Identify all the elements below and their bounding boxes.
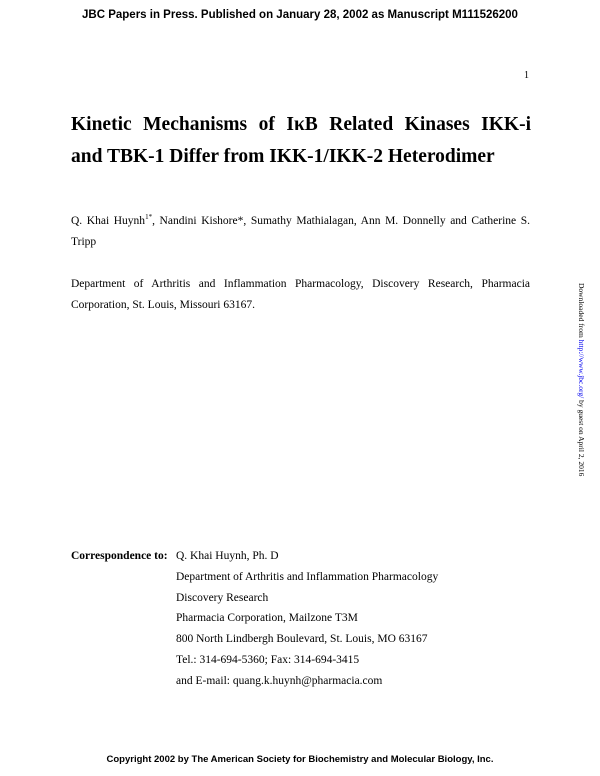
author-rest: , Nandini Kishore*, Sumathy Mathialagan, Ann M. Donnelly and Catherine S. Tripp <box>71 215 530 248</box>
title-kappa: κ <box>293 114 305 135</box>
correspondence-street: 800 North Lindbergh Boulevard, St. Louis, MO 63167 <box>176 633 428 646</box>
title-line-1-pre: Kinetic Mechanisms of I <box>71 114 294 135</box>
title-line-1-post: B Related Kinases IKK-i <box>304 114 531 135</box>
paper-title <box>71 109 531 173</box>
title-line-2: and TBK-1 Differ from IKK-1/IKK-2 Heterodimer <box>71 146 495 167</box>
correspondence-department: Department of Arthritis and Inflammation Pharmacology <box>176 570 439 583</box>
author-first: Q. Khai Huynh <box>71 215 146 227</box>
correspondence-name: Q. Khai Huynh, Ph. D <box>176 550 279 562</box>
author-first-superscript: 1* <box>145 213 153 222</box>
correspondence-company: Pharmacia Corporation, Mailzone T3M <box>176 612 358 625</box>
author-list <box>71 211 530 253</box>
download-note <box>577 283 586 476</box>
correspondence-address <box>176 546 438 692</box>
affiliation <box>71 274 530 316</box>
correspondence-division: Discovery Research <box>176 591 269 604</box>
affiliation-line-2: Corporation, St. Louis, Missouri 63167. <box>71 299 256 311</box>
download-note-suffix: by guest on April 2, 2016 <box>577 398 586 477</box>
copyright-footer: Copyright 2002 by The American Society for Biochemistry and Molecular Biology, Inc. <box>106 754 494 765</box>
jbc-link[interactable]: http://www.jbc.org/ <box>577 339 586 399</box>
page-number: 1 <box>524 70 529 81</box>
title-line-1 <box>71 109 531 141</box>
download-note-prefix: Downloaded from <box>577 283 586 340</box>
journal-header: JBC Papers in Press. Published on January 28, 2002 as Manuscript M111526200 <box>82 9 518 21</box>
correspondence-phone: Tel.: 314-694-5360; Fax: 314-694-3415 <box>176 653 360 666</box>
correspondence-email: and E-mail: quang.k.huynh@pharmacia.com <box>176 674 383 687</box>
affiliation-line-1: Department of Arthritis and Inflammation Pharmacology, Discovery Research, Pharmacia <box>71 278 530 290</box>
correspondence-label: Correspondence to: <box>71 550 168 562</box>
